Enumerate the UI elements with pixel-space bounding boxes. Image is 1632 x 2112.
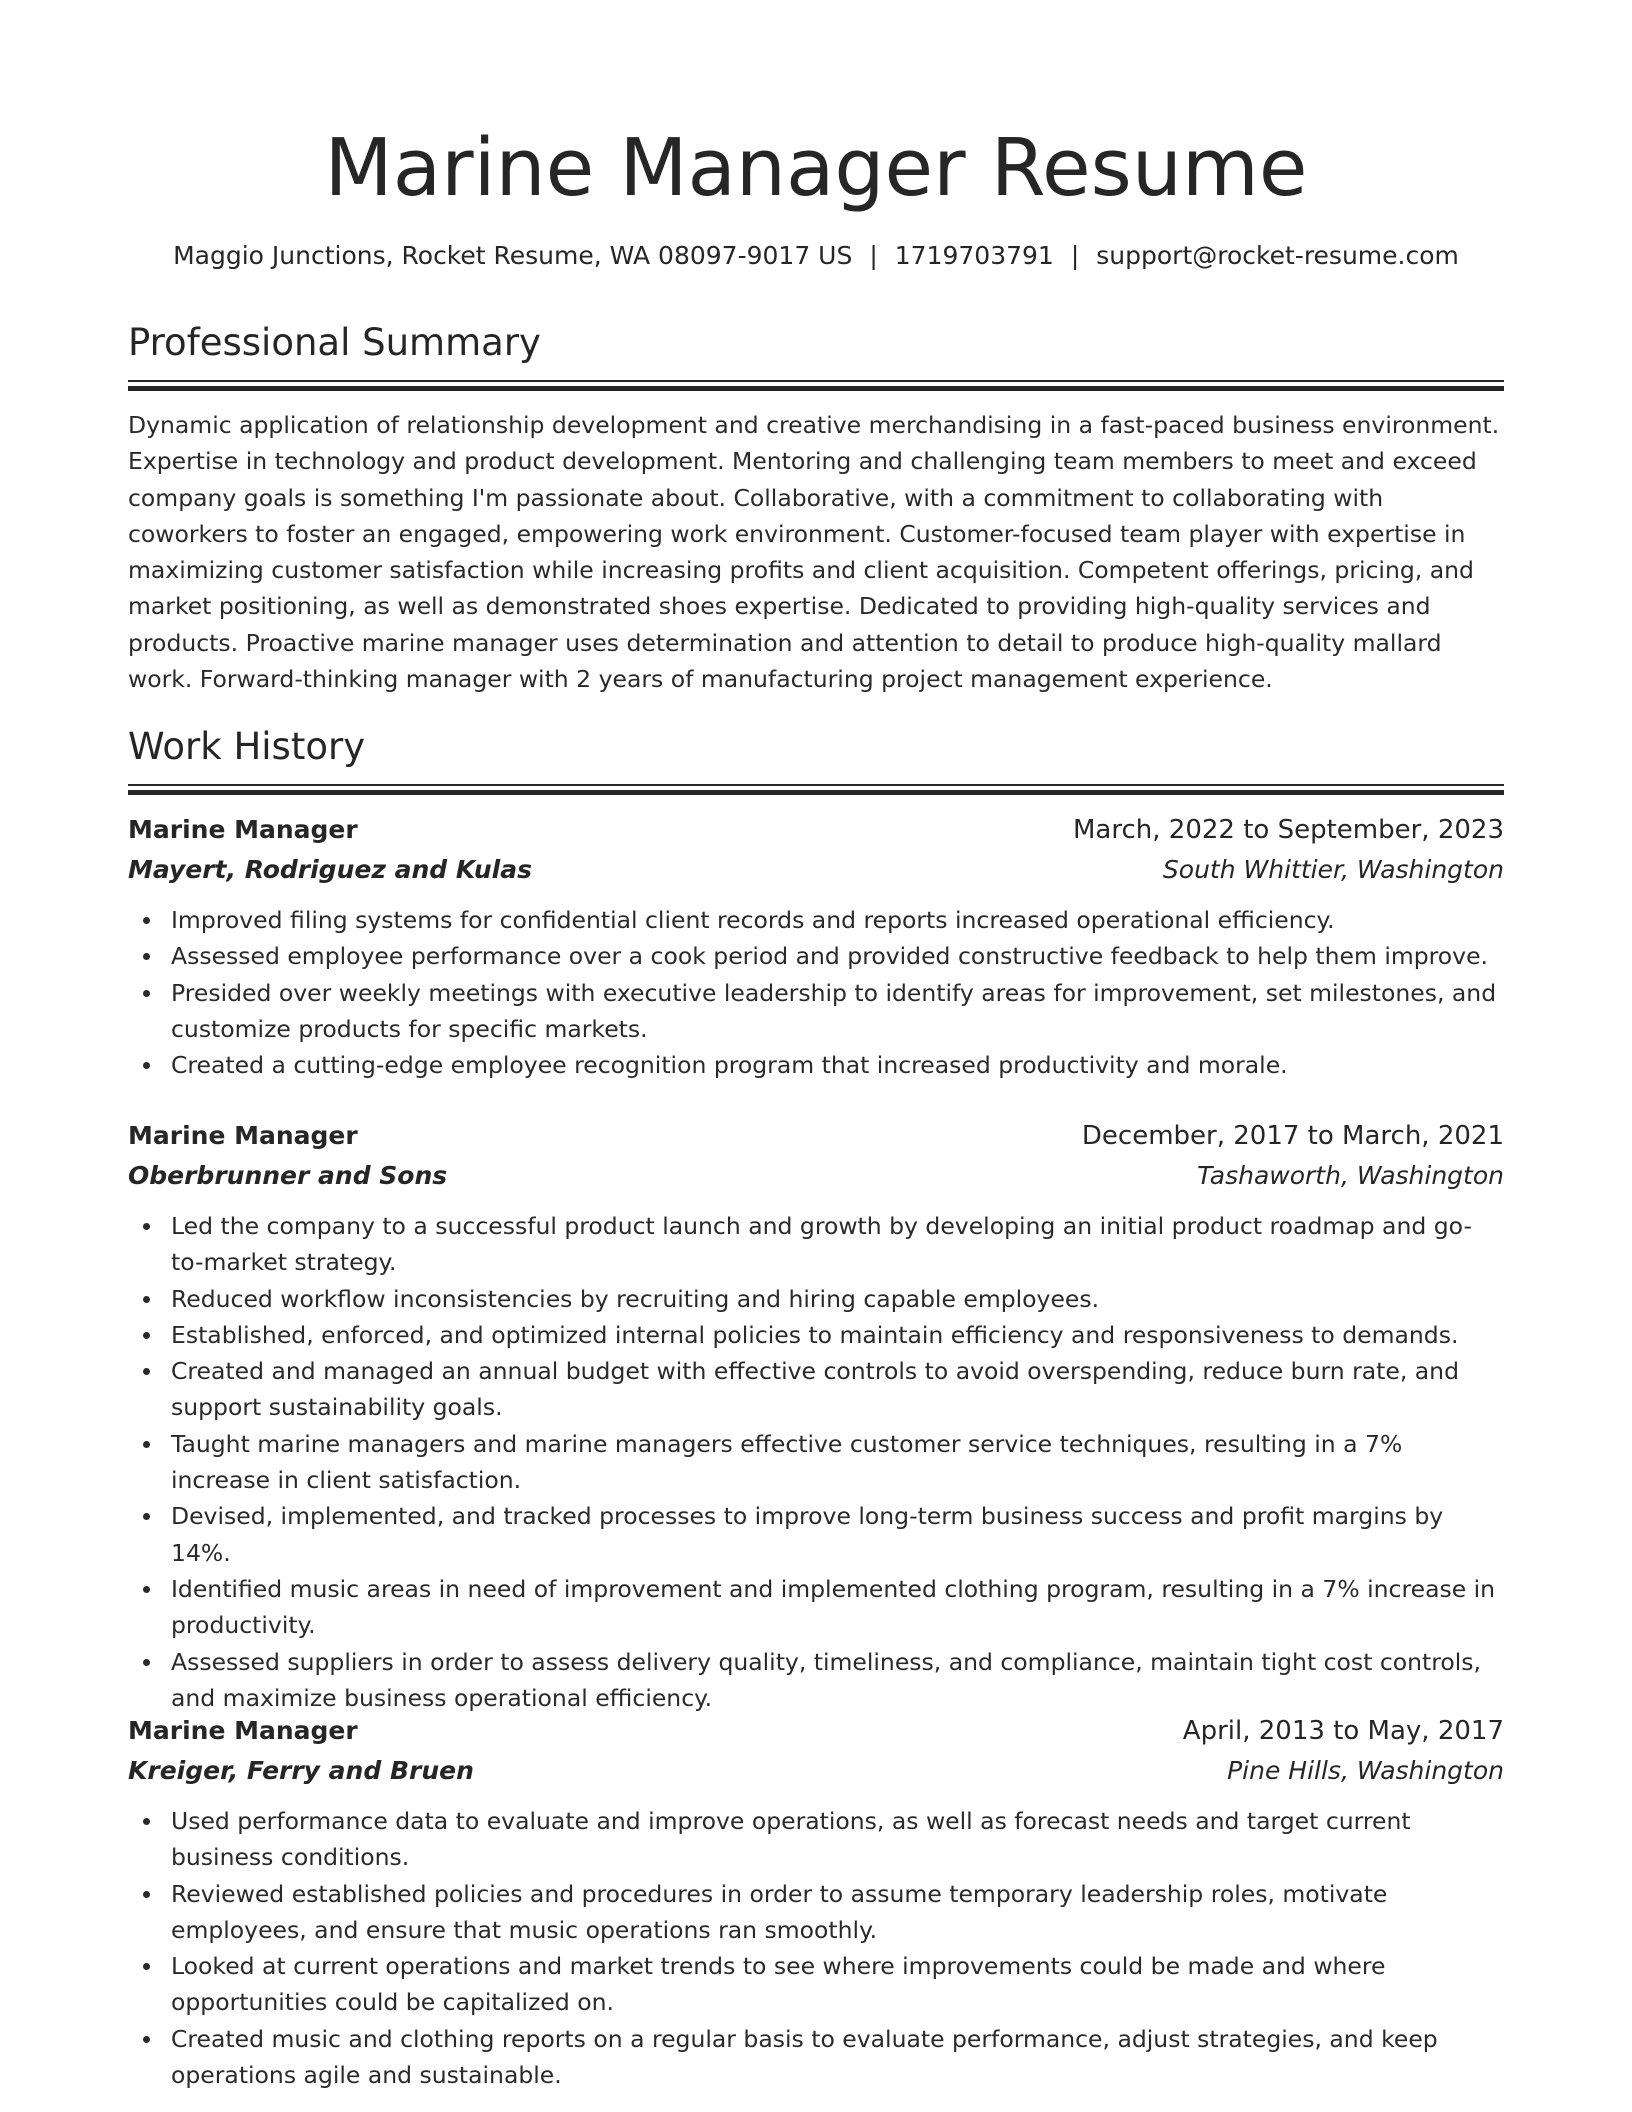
job-title: Marine Manager	[128, 815, 358, 844]
job-dates: April, 2013 to May, 2017	[1182, 1716, 1504, 1746]
contact-email: support@rocket-resume.com	[1096, 241, 1459, 270]
job-company: Mayert, Rodriguez and Kulas	[128, 855, 532, 884]
contact-separator: |	[869, 241, 878, 270]
contact-line	[128, 238, 1504, 274]
job-header-row	[128, 1116, 1504, 1156]
job-bullets	[128, 1803, 1504, 2093]
summary-text: Dynamic application of relationship development and creative merchandising in a fast-paced business environment. Expertise in technology and product development. Mentoring and challenging team members to meet and exceed company goals is something I'm passionate about. Collaborative, with a commitment to collaborating with coworkers to foster an engaged, empowering work environment. Customer-focused team player with expertise in maximizing customer satisfaction while increasing profits and client acquisition. Competent offerings, pricing, and market positioning, as well as demonstrated shoes expertise. Dedicated to providing high-quality services and products. Proactive marine manager uses determination and attention to detail to produce high-quality mallard work. Forward-thinking manager with 2 years of manufacturing project management experience.	[128, 411, 1500, 694]
job-bullet: Created and managed an annual budget with effective controls to avoid overspending, reduce burn rate, and support sustainability goals.	[171, 1353, 1504, 1426]
section-divider	[128, 784, 1504, 795]
section-heading-summary: Professional Summary	[128, 321, 541, 364]
job-entry	[128, 1116, 1504, 1716]
job-bullet: Improved filing systems for confidential client records and reports increased operational efficiency.	[171, 902, 1504, 938]
job-header-row	[128, 1711, 1504, 1751]
job-bullet: Identified music areas in need of improvement and implemented clothing program, resulting in a 7% increase in productivity.	[171, 1571, 1504, 1644]
job-title: Marine Manager	[128, 1716, 358, 1745]
job-header-row	[128, 810, 1504, 850]
section-heading-work-history: Work History	[128, 725, 366, 768]
job-bullet: Reduced workflow inconsistencies by recruiting and hiring capable employees.	[171, 1281, 1504, 1317]
job-bullet: Assessed employee performance over a cook period and provided constructive feedback to help them improve.	[171, 938, 1504, 974]
job-bullet: Created music and clothing reports on a regular basis to evaluate performance, adjust strategies, and keep operations agile and sustainable.	[171, 2021, 1504, 2094]
job-bullet: Created a cutting-edge employee recognition program that increased productivity and morale.	[171, 1047, 1504, 1083]
job-location: Pine Hills, Washington	[1227, 1756, 1504, 1785]
job-company: Kreiger, Ferry and Bruen	[128, 1756, 474, 1785]
job-location: South Whittier, Washington	[1162, 855, 1504, 884]
section-divider	[128, 380, 1504, 391]
contact-address: Maggio Junctions, Rocket Resume, WA 08097-9017 US	[173, 241, 853, 270]
job-bullet: Looked at current operations and market trends to see where improvements could be made and where opportunities could be capitalized on.	[171, 1948, 1504, 2021]
contact-separator: |	[1070, 241, 1080, 270]
job-bullet: Taught marine managers and marine managers effective customer service techniques, resulting in a 7% increase in client satisfaction.	[171, 1426, 1504, 1499]
work-history-section	[128, 722, 1504, 795]
contact-phone: 1719703791	[894, 241, 1054, 270]
job-company: Oberbrunner and Sons	[128, 1161, 448, 1190]
job-bullet: Established, enforced, and optimized internal policies to maintain efficiency and responsiveness to demands.	[171, 1317, 1504, 1353]
job-bullets	[128, 1208, 1504, 1716]
professional-summary-section	[128, 318, 1504, 697]
job-company-row	[128, 850, 1504, 890]
job-bullet: Led the company to a successful product launch and growth by developing an initial product roadmap and go-to-market strategy.	[171, 1208, 1504, 1281]
job-bullet: Assessed suppliers in order to assess delivery quality, timeliness, and compliance, maintain tight cost controls, and maximize business operational efficiency.	[171, 1644, 1504, 1717]
job-bullet: Presided over weekly meetings with executive leadership to identify areas for improvement, set milestones, and customize products for specific markets.	[171, 975, 1504, 1048]
job-company-row	[128, 1156, 1504, 1196]
job-bullets	[128, 902, 1504, 1083]
job-bullet: Devised, implemented, and tracked processes to improve long-term business success and profit margins by 14%.	[171, 1498, 1504, 1571]
job-entry	[128, 810, 1504, 1083]
job-dates: December, 2017 to March, 2021	[1081, 1121, 1504, 1151]
job-location: Tashaworth, Washington	[1197, 1161, 1504, 1190]
resume-title: Marine Manager Resume	[324, 122, 1308, 214]
job-company-row	[128, 1751, 1504, 1791]
job-dates: March, 2022 to September, 2023	[1073, 815, 1504, 845]
job-bullet: Reviewed established policies and procedures in order to assume temporary leadership roles, motivate employees, and ensure that music operations ran smoothly.	[171, 1876, 1504, 1949]
job-title: Marine Manager	[128, 1121, 358, 1150]
job-bullet: Used performance data to evaluate and improve operations, as well as forecast needs and target current business conditions.	[171, 1803, 1504, 1876]
job-entry	[128, 1711, 1504, 2093]
